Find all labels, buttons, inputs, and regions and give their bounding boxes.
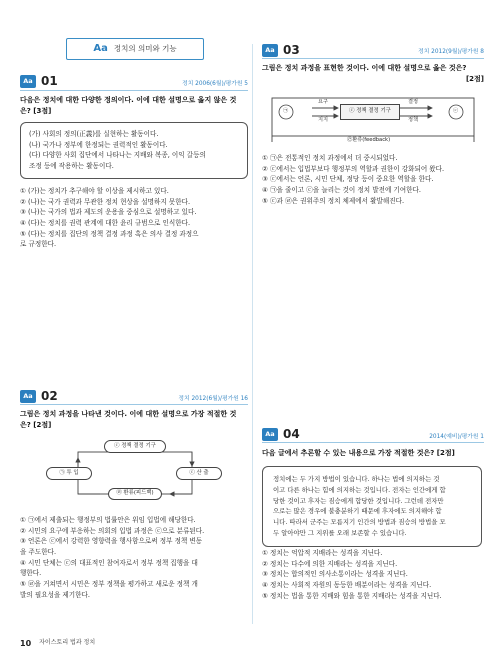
question-01-option-1[interactable]: ① (가)는 정치가 추구해야 할 이상을 제시하고 있다. — [20, 187, 169, 195]
question-03-number: Aa 03 — [262, 42, 300, 59]
question-03-diagram — [262, 86, 484, 150]
question-03-source: 정치 2012(9월)/평가원 8 — [418, 49, 484, 55]
question-02-diagram — [20, 434, 248, 512]
diagram-decision-label: 결정 — [408, 99, 419, 105]
question-04-passage: 정치에는 두 가지 방법이 있습니다. 하나는 법에 의지하는 것 이고 다른 하나는 힘에 의지하는 것입니다. 전자는 인간에게 합 당한 것이고 후자는 짐승에게 합당한 것입니다. 그런데 전자만 으로는 많은 경우에 불충분하기 때문에 후자에도 의지해야 합 니다. 따라서 군주는 모름지기 인간의 방법과 짐승의 방법을 모 두 알아야만 그 지위를 오래 보존할 수 있습니다. — [262, 466, 482, 547]
question-03-option-3[interactable]: ③ ⓒ에서는 언론, 시민 단체, 정당 등이 중요한 역할을 한다. — [262, 175, 434, 184]
question-02-option-1[interactable]: ① ㉠에서 제출되는 행정부의 법률안은 위임 입법에 해당한다. — [20, 516, 196, 524]
question-04-option-4[interactable]: ④ 정치는 사회적 자원의 동등한 배분이라는 성격을 지닌다. — [262, 581, 432, 590]
question-01-box: (가) 사회의 정의(正義)를 실현하는 활동이다. (나) 국가나 정부에 한정되는 권력적인 활동이다. (다) 다양한 사회 집단에서 나타나는 지배와 복종, 이익 갈등의 조정 등에 작용하는 활동이다. — [20, 122, 248, 179]
question-01-option-3[interactable]: ③ (나)는 국가의 법과 제도의 운용을 중심으로 설명하고 있다. — [20, 208, 197, 217]
question-02-rule — [20, 404, 248, 405]
question-02-options: ① ㉠에서 제출되는 행정부의 법률안은 위임 입법에 해당한다. ② 시민의 요구에 부응하는 의회의 입법 과정은 ⓒ으로 분류된다. ③ 언론은 ⓒ에서 강력한 영향력을 행사함으로써 정부 정책 변동 을 주도한다. ④ 시민 단체는 ⓒ의 대표적인 참여자로서 정부 정책 집행을 대 행한다. ⑤ ㉣을 거쳐면서 시민은 정부 정책을 평가하고 새로운 정책 개 발의 필요성을 제기한다. — [20, 516, 205, 599]
diagram-feedback-label: ㉣환류(feedback) — [344, 137, 393, 145]
question-02-source: 정치 2012(6월)/평가원 16 — [178, 396, 248, 402]
question-04-number: Aa 04 — [262, 426, 300, 443]
question-04-options — [262, 548, 442, 601]
diagram-right-marker: ⓒ — [453, 108, 459, 114]
book-title: 자이스토리 법과 정치 — [39, 639, 96, 647]
question-01-options: ① (가)는 정치가 추구해야 할 이상을 제시하고 있다. ② (나)는 국가 권력과 무관한 정치 현상을 설명하지 못한다. ③ (나)는 국가의 법과 제도의 운용을 중심으로 설명하고 있다. ④ (다)는 정치를 권력 관계에 대한 윤리 규범으로 인식한다. ⑤ (다)는 정치를 집단의 정책 결정 과정 혹은 의사 결정 과정으 로 규정한다. — [20, 187, 199, 249]
question-04-source: 2014(예비)/평가원 1 — [429, 434, 484, 440]
question-01-number: Aa 01 — [20, 73, 58, 90]
question-03-option-2[interactable]: ② ⓒ에서는 입법부보다 행정부의 역할과 권한이 강화되어 왔다. — [262, 164, 445, 173]
question-02-option-5[interactable]: ⑤ ㉣을 거쳐면서 시민은 정부 정책을 평가하고 새로운 정책 개 — [20, 580, 198, 589]
diagram-demand-label: 요구 — [318, 99, 329, 105]
question-01-option-4[interactable]: ④ (다)는 정치를 권력 관계에 대한 윤리 규범으로 인식한다. — [20, 219, 191, 228]
question-04-option-5[interactable]: ⑤ 정치는 법을 통한 지배와 힘을 통한 지배라는 성격을 지닌다. — [262, 591, 442, 600]
diagram-left-marker: ㉠ — [283, 108, 289, 114]
question-01-option-2[interactable]: ② (나)는 국가 권력과 무관한 정치 현상을 설명하지 못한다. — [20, 197, 191, 206]
question-04-option-1[interactable]: ① 정치는 억압적 지배라는 성격을 지닌다. — [262, 549, 383, 557]
page-footer — [20, 638, 95, 650]
section-header — [66, 38, 204, 60]
question-02-option-3[interactable]: ③ 언론은 ⓒ에서 강력한 영향력을 행사함으로써 정부 정책 변동 — [20, 537, 203, 546]
page-number: 10 — [20, 639, 32, 648]
question-01-rule — [20, 90, 248, 91]
diagram-center-box: ⓒ 정책 결정 기구 — [340, 104, 400, 120]
diagram-output: ⓒ 산 출 — [176, 467, 222, 480]
question-03-option-1[interactable]: ① ㉠은 전통적인 정치 과정에서 더 중시되었다. — [262, 154, 398, 162]
question-03-option-5[interactable]: ⑤ ⓒ과 ㉣은 권위주의 정치 체제에서 활발해진다. — [262, 196, 405, 205]
question-01-stem: 다음은 정치에 대한 다양한 정의이다. 이에 대한 설명으로 옳지 않은 것 은? [3점] — [20, 96, 237, 115]
section-header-title: 정치의 의미와 기능 — [113, 43, 177, 53]
section-header-badge: Aa — [93, 42, 108, 54]
question-03-option-4[interactable]: ④ ㉠을 줄이고 ⓒ을 늘리는 것이 정치 발전에 기여한다. — [262, 186, 421, 195]
question-04-option-2[interactable]: ② 정치는 다수에 의한 지배라는 성격을 지닌다. — [262, 559, 398, 568]
diagram-input: ㉠ 투 입 — [46, 467, 92, 480]
question-04-stem: 다음 글에서 추론할 수 있는 내용으로 가장 적절한 것은? [2점] — [262, 449, 455, 457]
question-02-stem: 그림은 정치 과정을 나타낸 것이다. 이에 대한 설명으로 가장 적절한 것 은? [2점] — [20, 410, 237, 429]
diagram-support-label: 지지 — [318, 117, 329, 123]
question-03-stem: 그림은 정치 과정을 표현한 것이다. 이에 대한 설명으로 옳은 것은? [2점] — [262, 64, 484, 83]
question-04-option-3[interactable]: ③ 정치는 합의적인 의사소통이라는 성격을 지닌다. — [262, 570, 408, 579]
question-01-source: 정치 2006(6월)/평가원 5 — [182, 81, 248, 87]
question-03-options — [262, 153, 444, 206]
column-divider — [252, 44, 253, 624]
question-04-rule — [262, 442, 484, 443]
question-02-option-4[interactable]: ④ 시민 단체는 ⓒ의 대표적인 참여자로서 정부 정책 집행을 대 — [20, 558, 198, 567]
question-02-number: Aa 02 — [20, 388, 58, 405]
diagram-feedback: ㉣ 환류(피드백) — [108, 488, 162, 500]
diagram-policy-body: ⓒ 정책 결정 기구 — [104, 440, 166, 453]
question-03-rule — [262, 58, 484, 59]
question-02-option-2[interactable]: ② 시민의 요구에 부응하는 의회의 입법 과정은 ⓒ으로 분류된다. — [20, 526, 205, 535]
diagram-policy-label: 정책 — [408, 117, 419, 123]
question-01-option-5[interactable]: ⑤ (다)는 정치를 집단의 정책 결정 과정 혹은 의사 결정 과정으 — [20, 229, 199, 238]
